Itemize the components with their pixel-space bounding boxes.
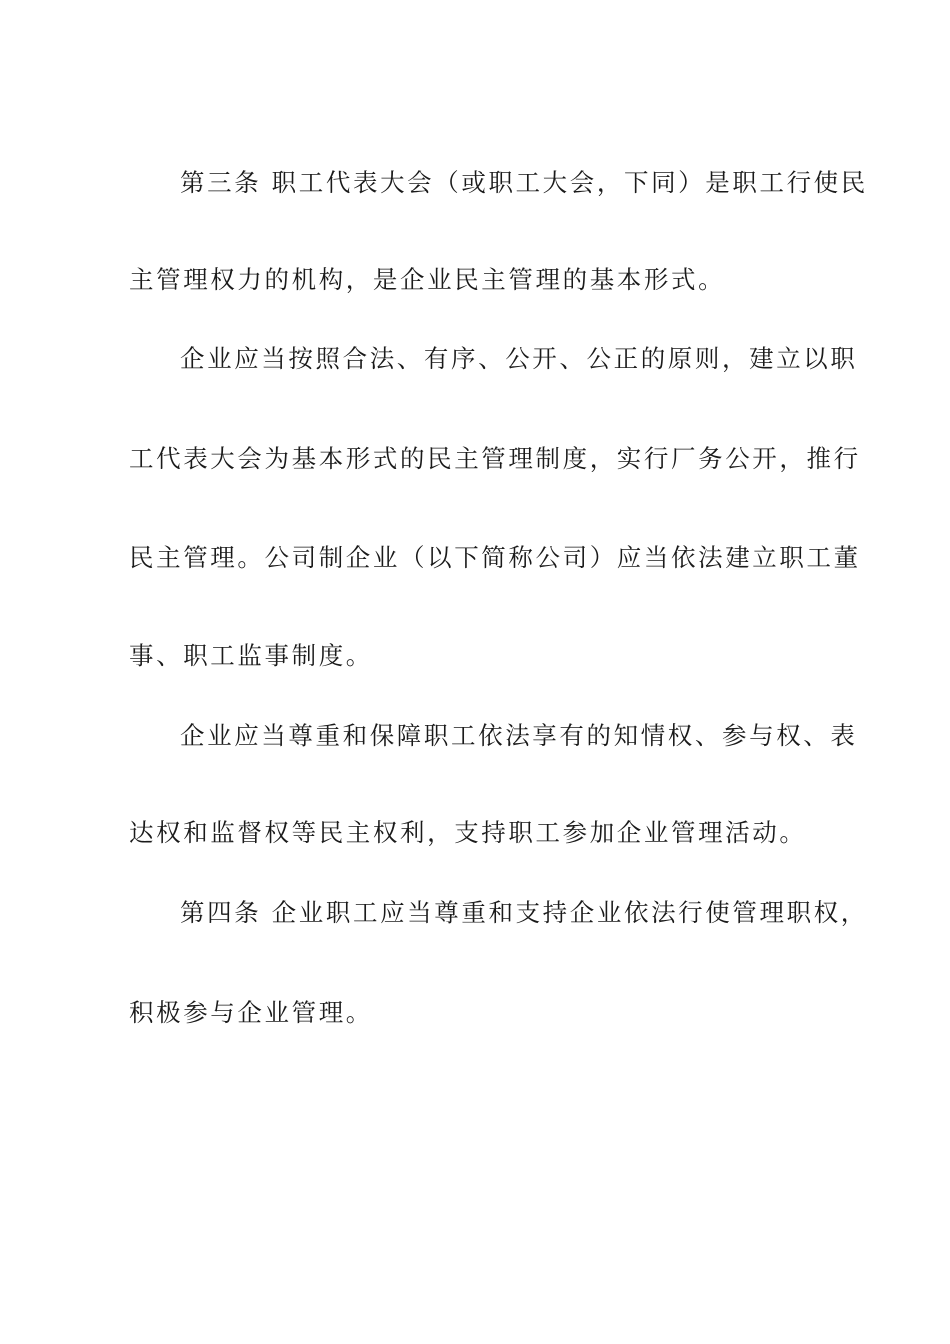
article-3-line-1: 第三条 职工代表大会（或职工大会，下同）是职工行使民 xyxy=(180,168,868,197)
paragraph-2-line-2: 工代表大会为基本形式的民主管理制度，实行厂务公开，推行 xyxy=(129,444,861,473)
article-4-line-2: 积极参与企业管理。 xyxy=(129,998,373,1027)
article-4-line-1: 第四条 企业职工应当尊重和支持企业依法行使管理职权， xyxy=(180,898,868,927)
paragraph-2-line-1: 企业应当按照合法、有序、公开、公正的原则，建立以职 xyxy=(180,344,858,373)
paragraph-3-line-1: 企业应当尊重和保障职工依法享有的知情权、参与权、表 xyxy=(180,721,858,750)
article-3-line-2: 主管理权力的机构，是企业民主管理的基本形式。 xyxy=(129,265,726,294)
paragraph-2-line-4: 事、职工监事制度。 xyxy=(129,641,373,670)
paragraph-2-line-3: 民主管理。公司制企业（以下简称公司）应当依法建立职工董 xyxy=(129,543,861,572)
paragraph-3-line-2: 达权和监督权等民主权利，支持职工参加企业管理活动。 xyxy=(129,818,807,847)
